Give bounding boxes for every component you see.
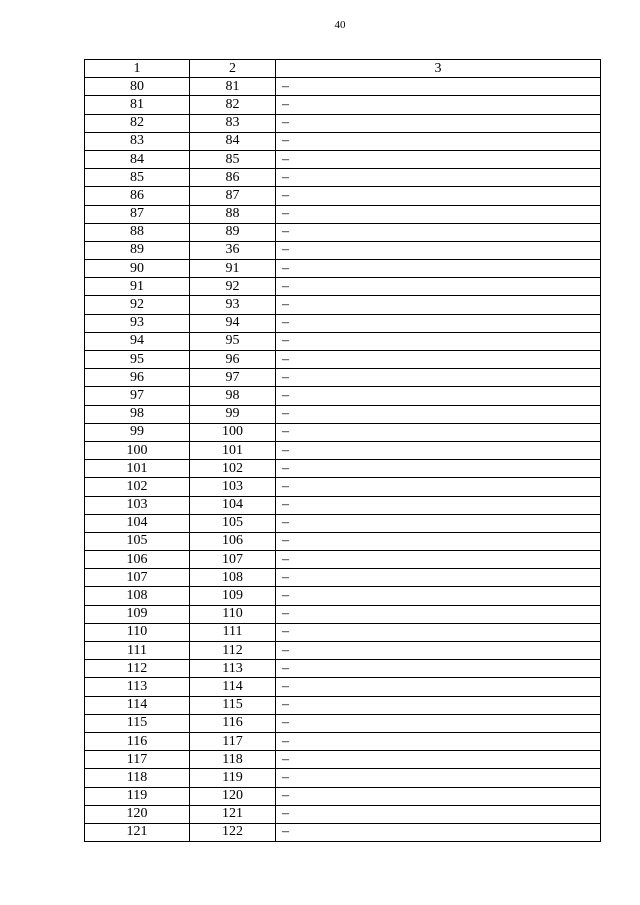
cell-col-3: – bbox=[276, 96, 601, 114]
cell-col-2: 91 bbox=[190, 260, 276, 278]
table-row bbox=[85, 205, 601, 223]
cell-col-1: 104 bbox=[85, 514, 190, 532]
cell-col-3: – bbox=[276, 351, 601, 369]
cell-col-2: 116 bbox=[190, 714, 276, 732]
table-row bbox=[85, 732, 601, 750]
table-row bbox=[85, 478, 601, 496]
table-header-row bbox=[85, 60, 601, 78]
cell-col-1: 94 bbox=[85, 332, 190, 350]
cell-col-3: – bbox=[276, 150, 601, 168]
cell-col-3: – bbox=[276, 205, 601, 223]
table-row bbox=[85, 150, 601, 168]
cell-col-2: 117 bbox=[190, 732, 276, 750]
cell-col-1: 114 bbox=[85, 696, 190, 714]
cell-col-2: 97 bbox=[190, 369, 276, 387]
table-row bbox=[85, 132, 601, 150]
cell-col-2: 85 bbox=[190, 150, 276, 168]
column-header: 2 bbox=[190, 60, 276, 78]
cell-col-3: – bbox=[276, 769, 601, 787]
cell-col-3: – bbox=[276, 441, 601, 459]
cell-col-2: 103 bbox=[190, 478, 276, 496]
cell-col-1: 111 bbox=[85, 642, 190, 660]
column-header: 3 bbox=[276, 60, 601, 78]
cell-col-2: 88 bbox=[190, 205, 276, 223]
table-row bbox=[85, 660, 601, 678]
table-row bbox=[85, 369, 601, 387]
cell-col-2: 111 bbox=[190, 623, 276, 641]
cell-col-3: – bbox=[276, 369, 601, 387]
cell-col-2: 101 bbox=[190, 441, 276, 459]
cell-col-1: 82 bbox=[85, 114, 190, 132]
cell-col-1: 87 bbox=[85, 205, 190, 223]
cell-col-1: 109 bbox=[85, 605, 190, 623]
cell-col-1: 119 bbox=[85, 787, 190, 805]
table-row bbox=[85, 769, 601, 787]
cell-col-1: 101 bbox=[85, 460, 190, 478]
table-row bbox=[85, 387, 601, 405]
table-row bbox=[85, 114, 601, 132]
cell-col-2: 105 bbox=[190, 514, 276, 532]
cell-col-2: 113 bbox=[190, 660, 276, 678]
cell-col-1: 90 bbox=[85, 260, 190, 278]
cell-col-1: 113 bbox=[85, 678, 190, 696]
table-row bbox=[85, 314, 601, 332]
table-row bbox=[85, 569, 601, 587]
table-row bbox=[85, 241, 601, 259]
cell-col-3: – bbox=[276, 387, 601, 405]
cell-col-1: 99 bbox=[85, 423, 190, 441]
table-row bbox=[85, 623, 601, 641]
cell-col-2: 86 bbox=[190, 169, 276, 187]
cell-col-2: 84 bbox=[190, 132, 276, 150]
cell-col-2: 92 bbox=[190, 278, 276, 296]
cell-col-1: 118 bbox=[85, 769, 190, 787]
cell-col-2: 99 bbox=[190, 405, 276, 423]
cell-col-2: 122 bbox=[190, 823, 276, 841]
cell-col-3: – bbox=[276, 642, 601, 660]
cell-col-1: 112 bbox=[85, 660, 190, 678]
cell-col-3: – bbox=[276, 260, 601, 278]
cell-col-1: 95 bbox=[85, 351, 190, 369]
cell-col-3: – bbox=[276, 805, 601, 823]
cell-col-3: – bbox=[276, 478, 601, 496]
cell-col-1: 107 bbox=[85, 569, 190, 587]
cell-col-1: 91 bbox=[85, 278, 190, 296]
cell-col-3: – bbox=[276, 823, 601, 841]
cell-col-3: – bbox=[276, 514, 601, 532]
cell-col-2: 110 bbox=[190, 605, 276, 623]
cell-col-1: 92 bbox=[85, 296, 190, 314]
cell-col-3: – bbox=[276, 78, 601, 96]
table-row bbox=[85, 805, 601, 823]
cell-col-3: – bbox=[276, 696, 601, 714]
cell-col-1: 120 bbox=[85, 805, 190, 823]
cell-col-3: – bbox=[276, 732, 601, 750]
data-table bbox=[84, 59, 601, 842]
column-header: 1 bbox=[85, 60, 190, 78]
cell-col-3: – bbox=[276, 460, 601, 478]
table-row bbox=[85, 423, 601, 441]
cell-col-2: 87 bbox=[190, 187, 276, 205]
cell-col-2: 82 bbox=[190, 96, 276, 114]
cell-col-1: 105 bbox=[85, 532, 190, 550]
cell-col-2: 106 bbox=[190, 532, 276, 550]
table-row bbox=[85, 642, 601, 660]
cell-col-2: 108 bbox=[190, 569, 276, 587]
table-row bbox=[85, 587, 601, 605]
cell-col-3: – bbox=[276, 678, 601, 696]
cell-col-3: – bbox=[276, 187, 601, 205]
table-row bbox=[85, 96, 601, 114]
cell-col-2: 96 bbox=[190, 351, 276, 369]
cell-col-1: 83 bbox=[85, 132, 190, 150]
table-row bbox=[85, 605, 601, 623]
cell-col-2: 121 bbox=[190, 805, 276, 823]
table-row bbox=[85, 187, 601, 205]
cell-col-3: – bbox=[276, 532, 601, 550]
cell-col-1: 110 bbox=[85, 623, 190, 641]
table-row bbox=[85, 78, 601, 96]
cell-col-3: – bbox=[276, 623, 601, 641]
cell-col-1: 103 bbox=[85, 496, 190, 514]
table-row bbox=[85, 296, 601, 314]
cell-col-3: – bbox=[276, 332, 601, 350]
cell-col-1: 88 bbox=[85, 223, 190, 241]
cell-col-2: 93 bbox=[190, 296, 276, 314]
cell-col-3: – bbox=[276, 551, 601, 569]
table-row bbox=[85, 514, 601, 532]
cell-col-2: 112 bbox=[190, 642, 276, 660]
page-number: 40 bbox=[334, 19, 346, 31]
cell-col-3: – bbox=[276, 423, 601, 441]
table-row bbox=[85, 714, 601, 732]
cell-col-3: – bbox=[276, 751, 601, 769]
cell-col-3: – bbox=[276, 132, 601, 150]
table-row bbox=[85, 405, 601, 423]
cell-col-1: 85 bbox=[85, 169, 190, 187]
cell-col-2: 114 bbox=[190, 678, 276, 696]
table-row bbox=[85, 260, 601, 278]
cell-col-3: – bbox=[276, 114, 601, 132]
cell-col-1: 100 bbox=[85, 441, 190, 459]
cell-col-2: 36 bbox=[190, 241, 276, 259]
table-body bbox=[85, 78, 601, 842]
table-row bbox=[85, 278, 601, 296]
cell-col-3: – bbox=[276, 296, 601, 314]
cell-col-3: – bbox=[276, 714, 601, 732]
table-row bbox=[85, 551, 601, 569]
cell-col-3: – bbox=[276, 587, 601, 605]
cell-col-2: 115 bbox=[190, 696, 276, 714]
cell-col-3: – bbox=[276, 787, 601, 805]
data-table-container bbox=[84, 59, 600, 842]
cell-col-1: 81 bbox=[85, 96, 190, 114]
table-row bbox=[85, 496, 601, 514]
cell-col-1: 89 bbox=[85, 241, 190, 259]
table-row bbox=[85, 532, 601, 550]
cell-col-1: 116 bbox=[85, 732, 190, 750]
table-row bbox=[85, 678, 601, 696]
cell-col-1: 106 bbox=[85, 551, 190, 569]
cell-col-2: 100 bbox=[190, 423, 276, 441]
cell-col-1: 84 bbox=[85, 150, 190, 168]
cell-col-1: 93 bbox=[85, 314, 190, 332]
cell-col-3: – bbox=[276, 241, 601, 259]
cell-col-2: 107 bbox=[190, 551, 276, 569]
table-row bbox=[85, 751, 601, 769]
cell-col-1: 97 bbox=[85, 387, 190, 405]
cell-col-3: – bbox=[276, 496, 601, 514]
cell-col-1: 102 bbox=[85, 478, 190, 496]
table-row bbox=[85, 696, 601, 714]
cell-col-2: 109 bbox=[190, 587, 276, 605]
cell-col-1: 121 bbox=[85, 823, 190, 841]
table-row bbox=[85, 332, 601, 350]
table-row bbox=[85, 787, 601, 805]
table-row bbox=[85, 169, 601, 187]
cell-col-2: 81 bbox=[190, 78, 276, 96]
cell-col-2: 120 bbox=[190, 787, 276, 805]
cell-col-1: 80 bbox=[85, 78, 190, 96]
cell-col-2: 102 bbox=[190, 460, 276, 478]
cell-col-1: 108 bbox=[85, 587, 190, 605]
cell-col-1: 115 bbox=[85, 714, 190, 732]
cell-col-3: – bbox=[276, 660, 601, 678]
cell-col-3: – bbox=[276, 569, 601, 587]
cell-col-3: – bbox=[276, 169, 601, 187]
cell-col-1: 96 bbox=[85, 369, 190, 387]
table-row bbox=[85, 460, 601, 478]
cell-col-1: 117 bbox=[85, 751, 190, 769]
table-row bbox=[85, 351, 601, 369]
cell-col-2: 83 bbox=[190, 114, 276, 132]
cell-col-3: – bbox=[276, 278, 601, 296]
table-row bbox=[85, 441, 601, 459]
cell-col-2: 119 bbox=[190, 769, 276, 787]
cell-col-2: 104 bbox=[190, 496, 276, 514]
cell-col-3: – bbox=[276, 605, 601, 623]
cell-col-3: – bbox=[276, 314, 601, 332]
cell-col-3: – bbox=[276, 405, 601, 423]
cell-col-2: 95 bbox=[190, 332, 276, 350]
table-row bbox=[85, 223, 601, 241]
cell-col-2: 118 bbox=[190, 751, 276, 769]
cell-col-2: 94 bbox=[190, 314, 276, 332]
cell-col-2: 98 bbox=[190, 387, 276, 405]
cell-col-1: 98 bbox=[85, 405, 190, 423]
cell-col-3: – bbox=[276, 223, 601, 241]
table-row bbox=[85, 823, 601, 841]
cell-col-2: 89 bbox=[190, 223, 276, 241]
cell-col-1: 86 bbox=[85, 187, 190, 205]
